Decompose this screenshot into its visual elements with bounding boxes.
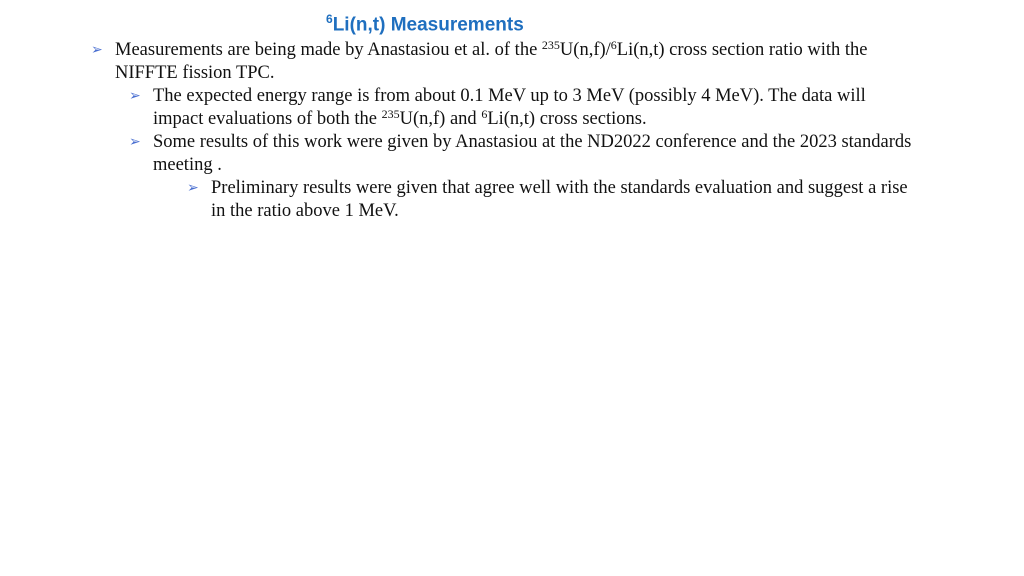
bullet-level3-preliminary	[187, 177, 911, 223]
arrow-bullet-icon: ➢	[91, 42, 103, 58]
arrow-bullet-icon: ➢	[129, 134, 141, 150]
bullet-text: Li(n,t) cross sections.	[487, 109, 647, 129]
slide-title	[326, 12, 524, 36]
bullet-level2-energy-range	[129, 85, 913, 131]
isotope-superscript: 235	[381, 107, 400, 121]
bullet-text: Li(n,t) cross section ratio with the NIFFTE fission TPC.	[115, 40, 868, 83]
isotope-superscript: 235	[541, 38, 560, 52]
arrow-bullet-icon: ➢	[129, 88, 141, 104]
bullet-text: Measurements are being made by Anastasiou et al. of the	[115, 40, 542, 60]
bullet-text: U(n,f)/	[559, 40, 611, 60]
bullet-level2-results	[129, 131, 913, 177]
title-superscript: 6	[326, 12, 333, 26]
isotope-superscript: 6	[610, 38, 617, 52]
bullet-text: Some results of this work were given by Anastasiou at the ND2022 conference and the 2023 standards meeting .	[153, 132, 912, 175]
bullet-level1-measurements	[91, 38, 915, 85]
bullet-text: The expected energy range is from about 0.1 MeV up to 3 MeV (possibly 4 MeV). The data will impact evaluations of both the	[153, 86, 866, 129]
title-text: Li(n,t) Measurements	[332, 14, 524, 36]
bullet-text: Preliminary results were given that agree well with the standards evaluation and suggest a rise in the ratio above 1 MeV.	[211, 178, 908, 221]
arrow-bullet-icon: ➢	[187, 180, 199, 196]
isotope-superscript: 6	[481, 107, 488, 121]
bullet-text: U(n,f) and	[399, 109, 482, 129]
